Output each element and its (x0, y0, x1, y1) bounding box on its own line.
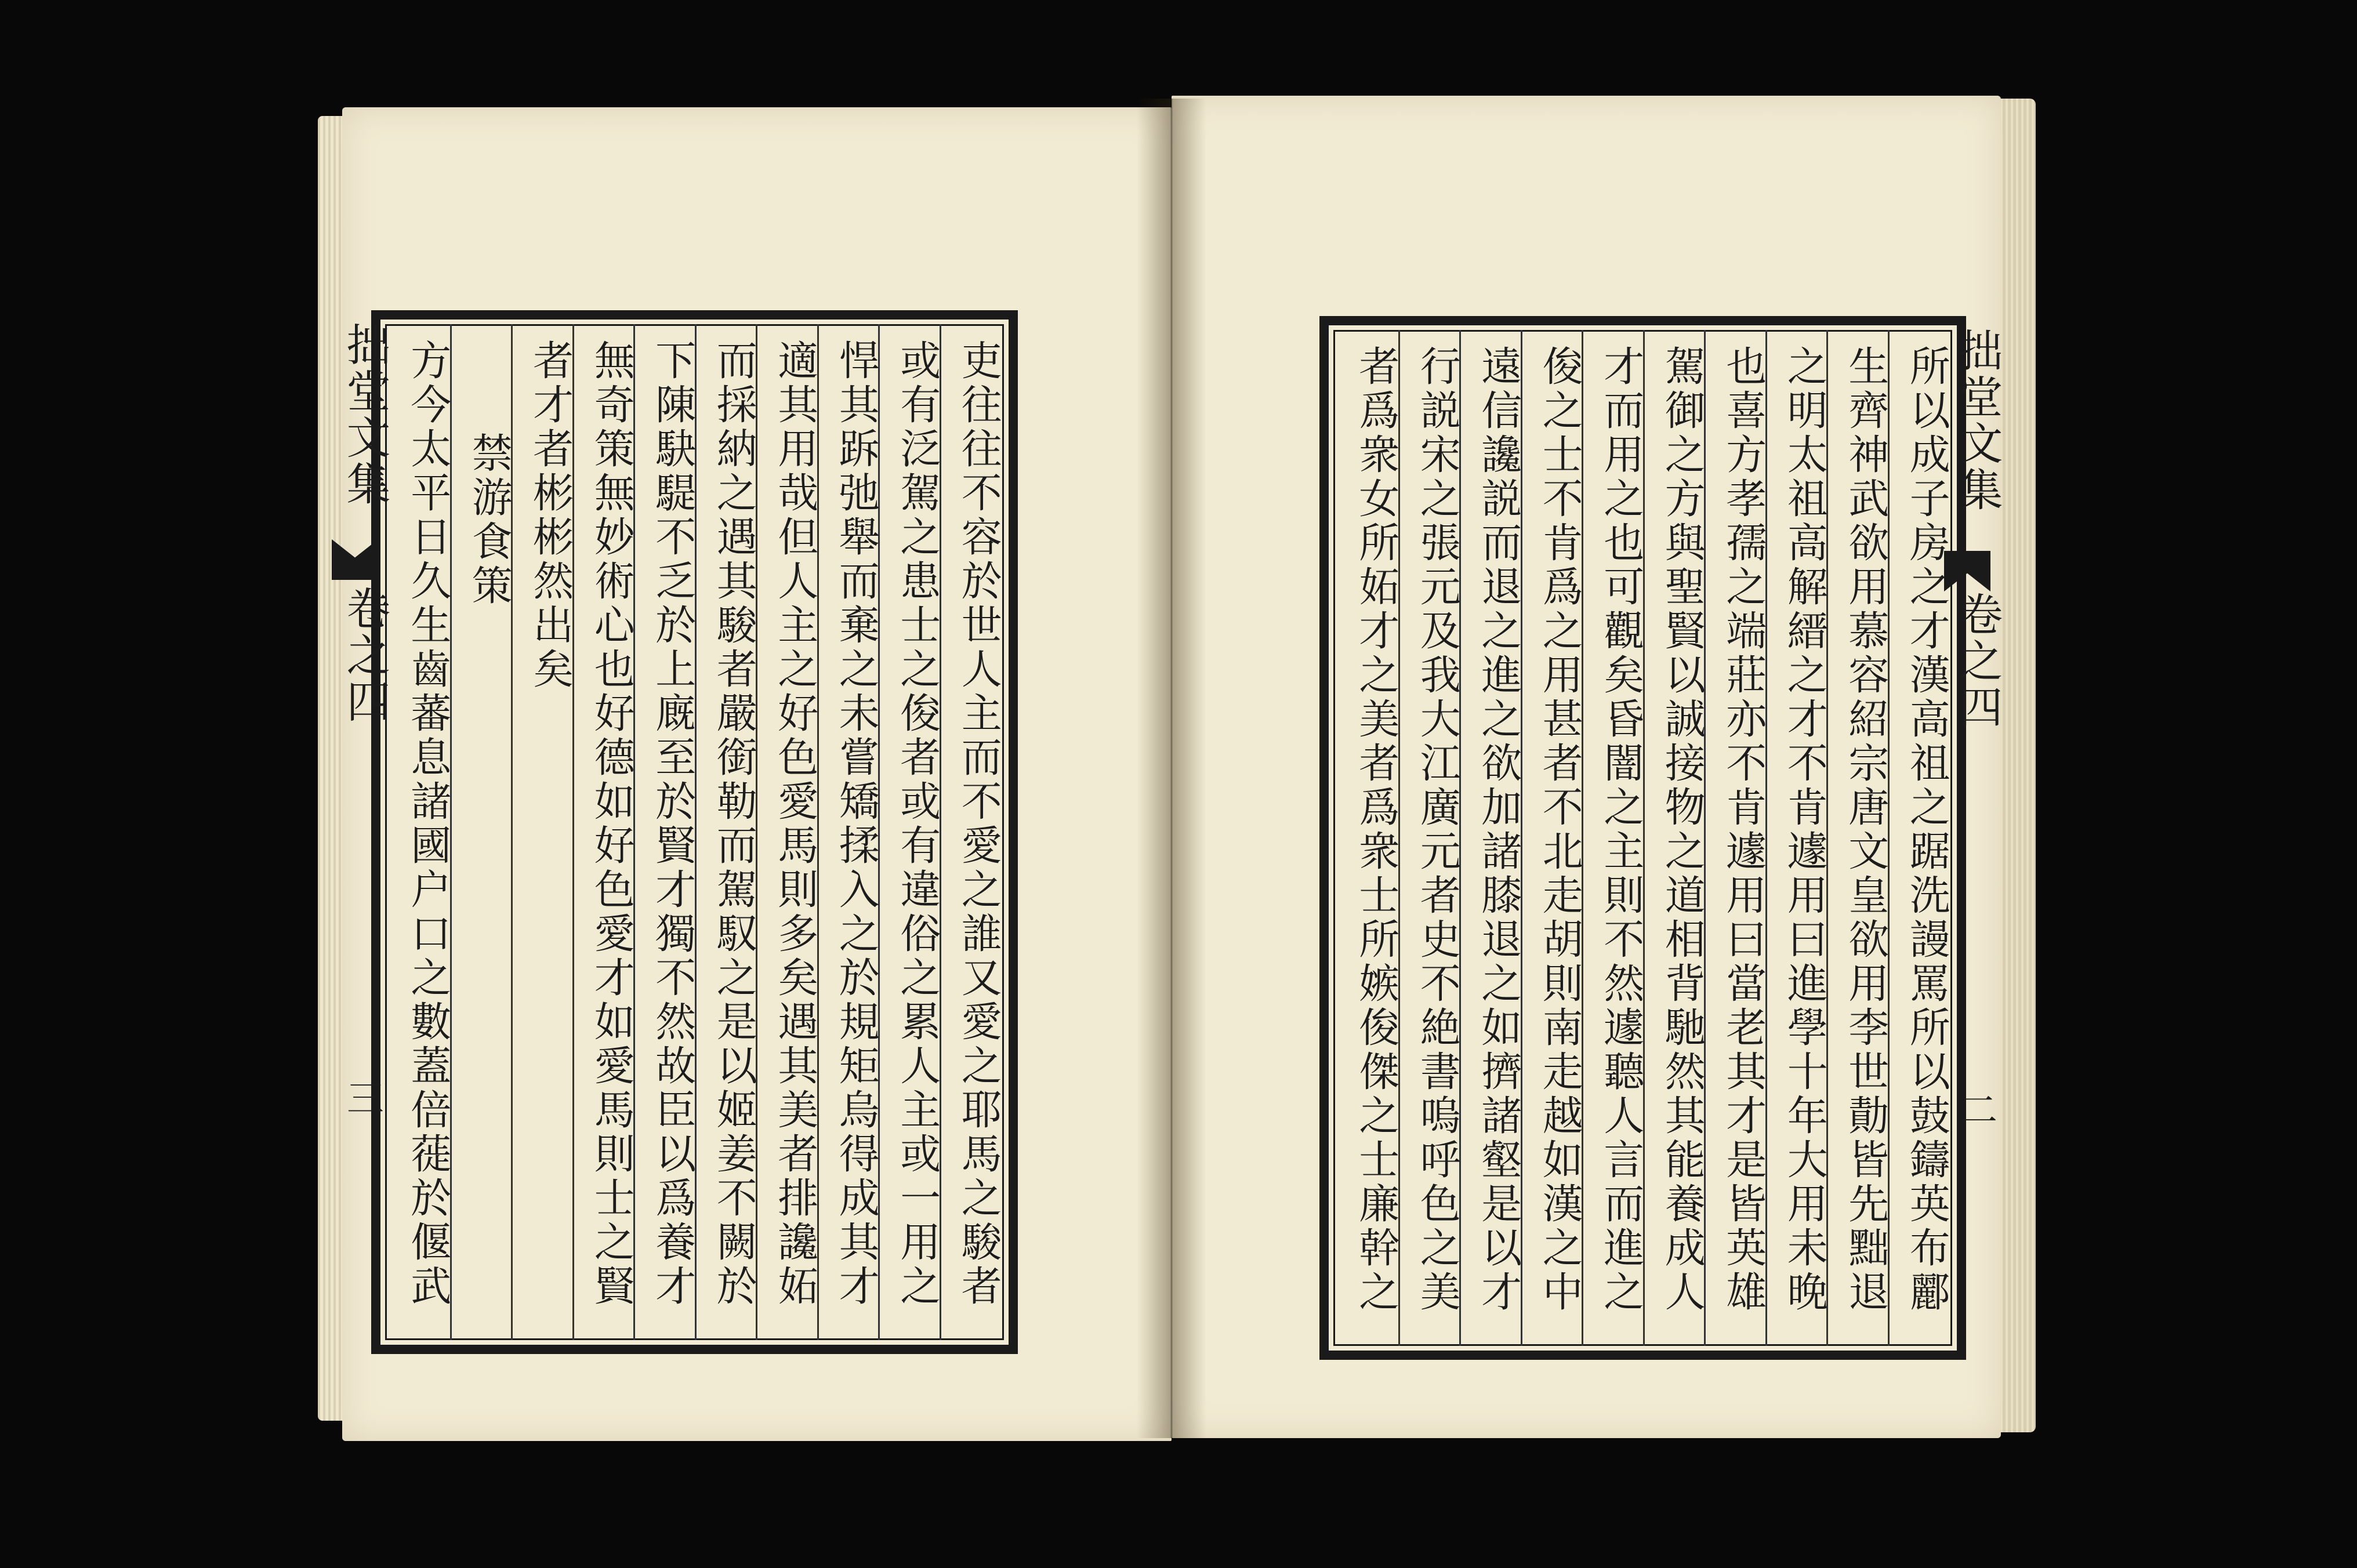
right-text-column: 生齊神武欲用慕容紹宗唐文皇欲用李世勣皆先黜退 (1841, 345, 1890, 1315)
left-text-column: 或有泛駕之患士之俊者或有違俗之累人主或一用之 (893, 339, 941, 1309)
right-page-edges (1995, 99, 2036, 1432)
right-heart-volume: 卷之四 (1952, 591, 2003, 731)
left-text-column: 者才者彬彬然出矣 (526, 339, 574, 692)
right-text-column: 所以成子房之才漢高祖之踞洗謾罵所以鼓鑄英布酈 (1903, 345, 1951, 1315)
left-text-column: 適其用哉但人主之好色愛馬則多矣遇其美者排讒妬 (771, 339, 819, 1309)
left-heart-page-number: 三 (340, 1079, 383, 1118)
right-text-column: 駕御之方與聖賢以誠接物之道相背馳然其能養成人 (1658, 345, 1706, 1315)
right-text-column: 之明太祖高解縉之才不肯遽用曰進學十年大用未晚 (1781, 345, 1829, 1315)
left-text-column: 方今太平日久生齒蕃息諸國户口之數蓋倍蓰於偃武 (404, 339, 452, 1309)
left-text-column: 無奇策無妙術心也好德如好色愛才如愛馬則士之賢 (588, 339, 636, 1309)
right-text-column: 行説宋之張元及我大江廣元者史不絶書嗚呼色之美 (1413, 345, 1462, 1315)
book-gutter (1137, 99, 1206, 1438)
right-text-column: 遠信讒説而退之進之欲加諸膝退之如擠諸壑是以才 (1474, 345, 1522, 1315)
right-heart-page-number: 二 (1954, 1090, 1997, 1130)
left-text-column: 而採納之遇其駿者嚴銜勒而駕馭之是以姬姜不闕於 (710, 339, 758, 1309)
left-text-column: 下陳駃騠不乏於上廐至於賢才獨不然故臣以爲養才 (648, 339, 697, 1309)
right-text-column: 俊之士不肯爲之用甚者不北走胡則南走越如漢之中 (1536, 345, 1584, 1315)
left-heart-volume: 卷之四 (339, 586, 391, 725)
left-text-column: 悍其跅弛舉而棄之未嘗矯揉入之於規矩烏得成其才 (832, 339, 880, 1309)
right-heart-title: 拙堂文集 (1952, 328, 2003, 513)
left-text-column: 吏往往不容於世人主而不愛之誰又愛之耶馬之駿者 (955, 339, 1003, 1309)
left-heart-title: 拙堂文集 (339, 322, 391, 507)
right-text-column: 才而用之也可觀矣昏闇之主則不然遽聽人言而進之 (1597, 345, 1645, 1315)
right-text-column: 者爲衆女所妬才之美者爲衆士所嫉俊傑之士廉幹之 (1352, 345, 1400, 1315)
left-text-column: 禁游食策 (465, 432, 513, 608)
right-text-column: 也喜方孝孺之端莊亦不肯遽用曰當老其才是皆英雄 (1719, 345, 1767, 1315)
